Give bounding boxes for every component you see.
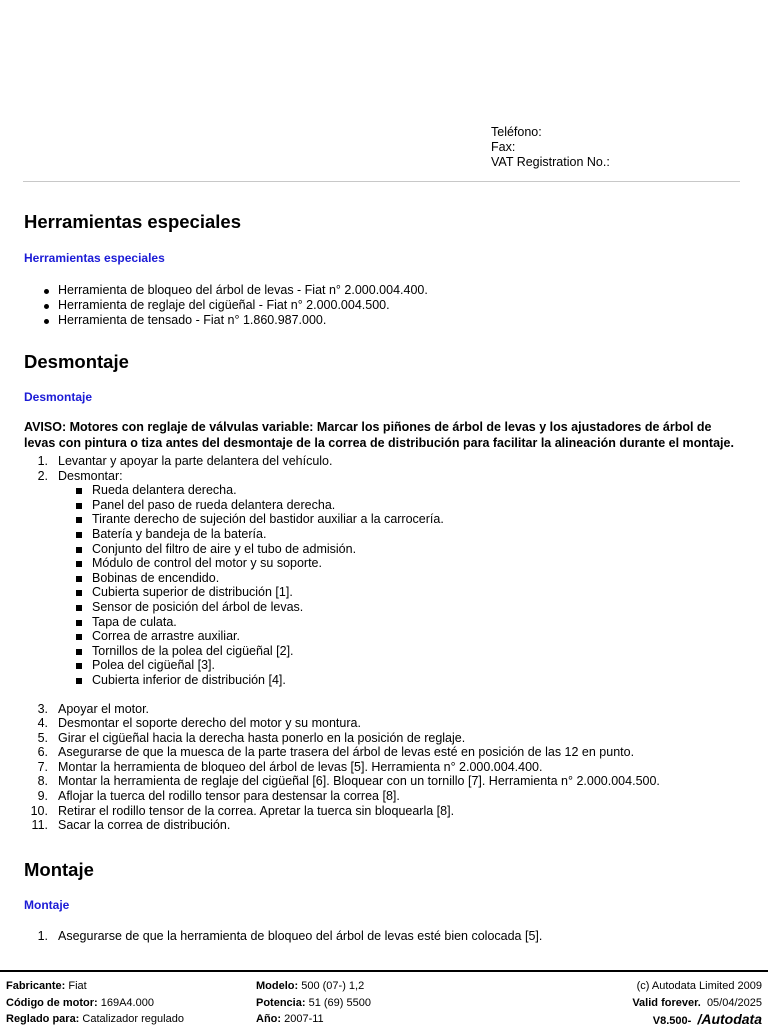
modelo-value: 500 (07-) 1,2 [301,980,365,992]
step-text: Apoyar el motor. [58,701,150,716]
warning-line-2: levas con pintura o tiza antes del desmontaje de la correa de distribución para facilitar la alineación durante el montaje. [24,435,734,450]
section-title-desmontaje: Desmontaje [24,351,129,372]
modelo-label: Modelo: [256,980,299,992]
footer-middle-column [256,978,371,1028]
removal-steps [24,454,744,833]
footer-left-column [6,978,184,1028]
version-label: V8.500- [652,1015,692,1027]
step-number: 4. [37,716,48,731]
step-number: 7. [37,759,48,774]
list-item: Tapa de culata. [58,615,744,630]
list-item: Panel del paso de rueda delantera derecha. [58,498,744,513]
list-item: Herramienta de reglaje del cigüeñal - Fiat n° 2.000.004.500. [24,298,744,313]
subtitle-desmontaje[interactable]: Desmontaje [24,390,93,404]
potencia-label: Potencia: [256,996,306,1009]
step-number: 6. [37,745,48,760]
list-item: Polea del cigüeñal [3]. [58,658,744,673]
step-item [24,804,744,819]
list-item: Sensor de posición del árbol de levas. [58,600,744,615]
list-item: Tirante derecho de sujeción del bastidor auxiliar a la carrocería. [58,512,744,527]
step-text: Asegurarse de que la herramienta de bloqueo del árbol de levas esté bien colocada [5]. [58,928,543,943]
step-number: 2. [37,468,48,483]
valid-label: Valid forever. [632,996,701,1009]
list-item: Correa de arrastre auxiliar. [58,629,744,644]
step-item [24,469,744,702]
step-number: 11. [31,818,48,833]
section-title-montaje: Montaje [24,858,94,880]
tools-list [24,283,744,328]
list-item: Rueda delantera derecha. [58,483,744,498]
step-item [24,774,744,789]
list-item: Bobinas de encendido. [58,571,744,586]
step-number: 1. [37,454,48,468]
autodata-logo [697,1011,762,1027]
reglado-label: Reglado para: [6,1013,80,1025]
fax-label: Fax: [491,140,516,154]
warning-text [24,420,744,451]
step-text: Aflojar la tuerca del rodillo tensor para destensar la correa [8]. [58,789,400,804]
contact-block [491,125,610,170]
anio-label: Año: [256,1013,282,1025]
vat-label: VAT Registration No.: [491,155,610,169]
header-divider [23,181,740,182]
list-item: Herramienta de tensado - Fiat n° 1.860.987.000. [24,313,744,328]
step-item [24,702,744,717]
list-item: Cubierta inferior de distribución [4]. [58,673,744,688]
section-title-herramientas: Herramientas especiales [24,211,241,232]
step-text: Girar el cigüeñal hacia la derecha hasta ponerlo en la posición de reglaje. [58,730,466,745]
remove-parts-list [58,483,744,687]
subtitle-montaje[interactable]: Montaje [24,897,70,912]
step-number: 10. [30,803,48,818]
warning-line-1: AVISO: Motores con reglaje de válvulas variable: Marcar los piñones de árbol de levas y los ajustadores de árbol de [24,420,712,434]
step-text: Montar la herramienta de bloqueo del árbol de levas [5]. Herramienta n° 2.000.004.400. [58,759,543,774]
step-text: Retirar el rodillo tensor de la correa. Apretar la tuerca sin bloquearla [8]. [58,803,455,818]
step-number: 1. [37,928,48,943]
reglado-value: Catalizador regulado [82,1013,184,1025]
step-item [24,716,744,731]
step-number: 3. [37,701,48,716]
footer-date: 05/04/2025 [706,996,762,1009]
document-body [24,210,744,943]
list-item: Herramienta de bloqueo del árbol de levas - Fiat n° 2.000.004.400. [24,283,744,298]
step-item [24,929,744,944]
autodata-logo-text: Autodata [701,1011,762,1027]
step-item [24,789,744,804]
step-text: Desmontar: [58,468,123,483]
codigo-label: Código de motor: [6,996,98,1009]
potencia-value: 51 (69) 5500 [308,996,371,1009]
list-item: Batería y bandeja de la batería. [58,527,744,542]
step-text: Montar la herramienta de reglaje del cigüeñal [6]. Bloquear con un tornillo [7]. Herramienta n° 2.000.004.500. [58,774,660,789]
footer-right-column [632,978,762,1030]
step-text: Sacar la correa de distribución. [58,818,231,833]
step-text: Desmontar el soporte derecho del motor y su montura. [58,716,361,731]
step-item [24,731,744,746]
step-number: 8. [37,774,48,789]
subtitle-herramientas[interactable]: Herramientas especiales [24,251,165,265]
list-item: Cubierta superior de distribución [1]. [58,585,744,600]
list-item: Conjunto del filtro de aire y el tubo de admisión. [58,542,744,557]
step-text: Levantar y apoyar la parte delantera del vehículo. [58,454,333,468]
fabricante-label: Fabricante: [6,980,66,992]
assembly-steps [24,929,744,944]
step-number: 9. [37,789,48,804]
list-item: Tornillos de la polea del cigüeñal [2]. [58,644,744,659]
step-number: 5. [37,730,48,745]
anio-value: 2007-11 [284,1013,324,1025]
step-item [24,745,744,760]
copyright-text: (c) Autodata Limited 2009 [636,980,762,992]
step-item [24,760,744,775]
step-text: Asegurarse de que la muesca de la parte trasera del árbol de levas esté en posición de las 12 en punto. [58,745,635,760]
autodata-logo-icon: / [697,1011,702,1027]
list-item: Módulo de control del motor y su soporte. [58,556,744,571]
codigo-value: 169A4.000 [100,996,154,1009]
vehicle-info-footer [0,970,768,1032]
step-item [24,454,744,469]
step-item [24,818,744,833]
telefono-label: Teléfono: [491,125,542,139]
fabricante-value: Fiat [68,980,87,992]
